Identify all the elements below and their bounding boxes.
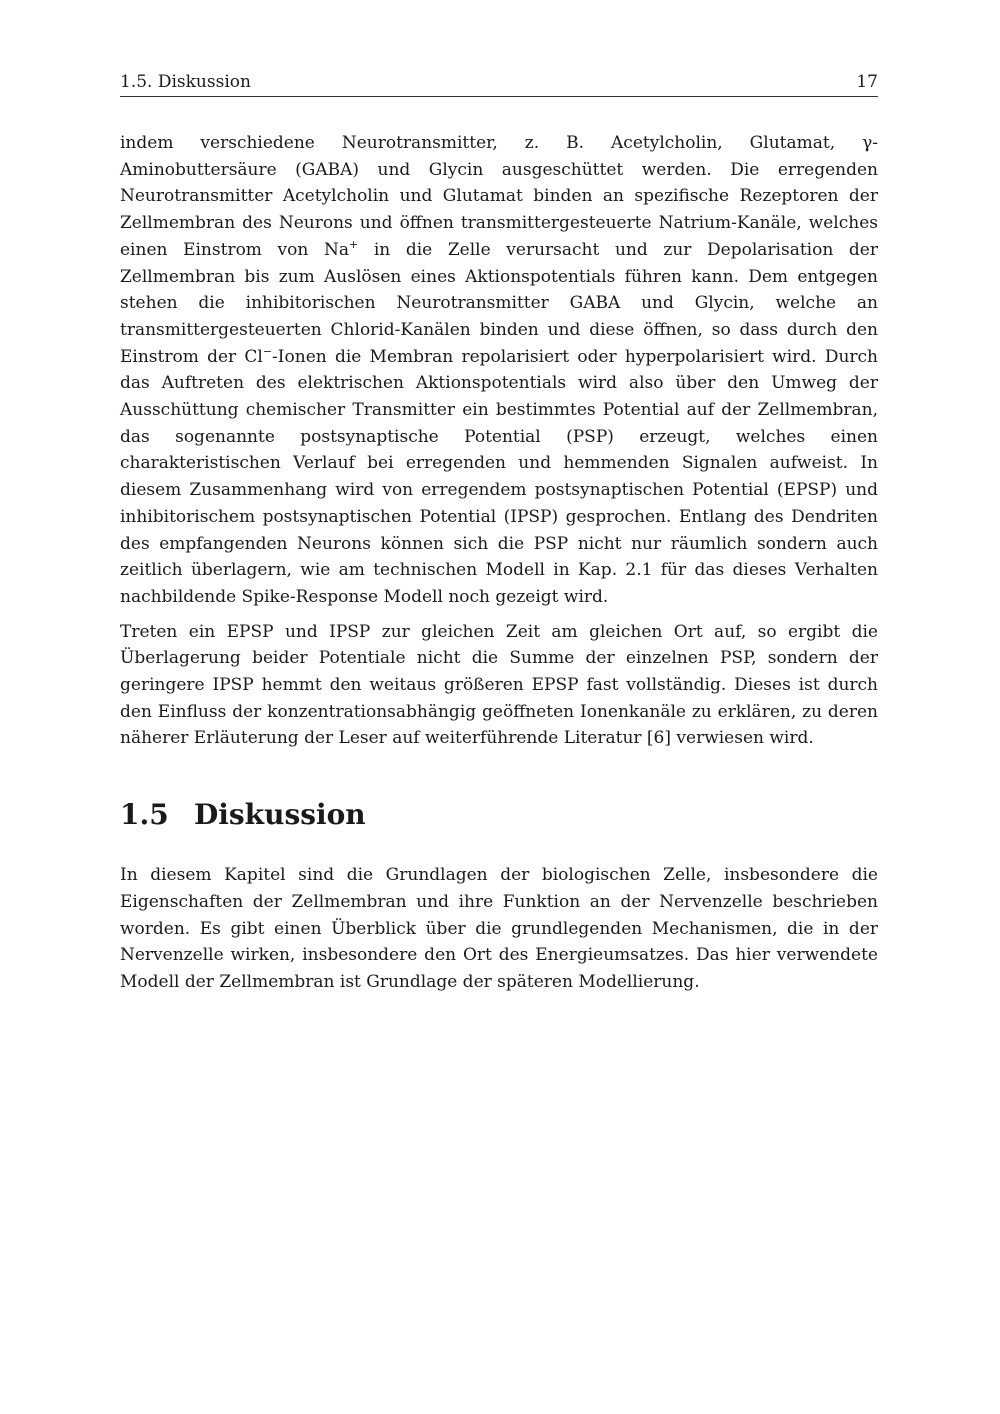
- superscript-minus: −: [262, 344, 273, 358]
- section-heading: [120, 798, 878, 832]
- running-header: [120, 70, 878, 97]
- paragraph-neurotransmitter: [120, 130, 878, 611]
- paragraph-text-part: in die Zelle verursacht und zur Depolarisation der Zellmembran bis zum Auslösen eines Aktionspotentials führen kann. Dem entgegen stehen die inhibitorischen Neurotransmitter GABA und Glycin, welche an transmittergesteuerten Chlorid-Kanälen binden und diese öffnen, so dass durch den Einstrom der Cl: [120, 239, 878, 367]
- header-section-title: 1.5. Diskussion: [120, 72, 251, 92]
- section-number: 1.5: [120, 798, 169, 832]
- page-number: 17: [856, 72, 878, 92]
- paragraph-text-part: indem verschiedene Neurotransmitter, z. B. Acetylcholin, Glutamat, γ-Aminobuttersäure (GABA) und Glycin ausgeschüttet werden. Die erregenden Neurotransmitter Acetylcholin und Glutamat binden an spezifische Rezeptoren der Zellmembran des Neurons und öffnen transmittergesteuerte Natrium-Kanäle, welches einen Einstrom von Na: [120, 133, 878, 260]
- paragraph-discussion: In diesem Kapitel sind die Grundlagen der biologischen Zelle, insbesondere die Eigenschaften der Zellmembran und ihre Funktion an der Nervenzelle beschrieben worden. Es gibt einen Überblick über die grundlegenden Mechanismen, die in der Nervenzelle wirken, insbesondere den Ort des Energieumsatzes. Das hier verwendete Modell der Zellmembran ist Grundlage der späteren Modellierung.: [120, 865, 878, 992]
- superscript-plus: +: [348, 237, 359, 251]
- paragraph-text-part: -Ionen die Membran repolarisiert oder hyperpolarisiert wird. Durch das Auftreten des elektrischen Aktionspotentials wird also über den Umweg der Ausschüttung chemischer Transmitter ein bestimmtes Potential auf der Zellmembran, das sogenannte postsynaptische Potential (PSP) erzeugt, welches einen charakteristischen Verlauf bei erregenden und hemmenden Signalen aufweist. In diesem Zusammenhang wird von erregendem postsynaptischen Potential (EPSP) und inhibitorischem postsynaptischen Potential (IPSP) gesprochen. Entlang des Dendriten des empfangenden Neurons können sich die PSP nicht nur räumlich sondern auch zeitlich überlagern, wie am technischen Modell in Kap. 2.1 für das dieses Verhalten nachbildende Spike-Response Modell noch gezeigt wird.: [120, 346, 878, 607]
- page-content: [120, 130, 878, 996]
- section-title: Diskussion: [194, 798, 366, 832]
- paragraph-epsp-ipsp: Treten ein EPSP und IPSP zur gleichen Zeit am gleichen Ort auf, so ergibt die Überlagerung beider Potentiale nicht die Summe der einzelnen PSP, sondern der geringere IPSP hemmt den weitaus größeren EPSP fast vollständig. Dieses ist durch den Einfluss der konzentrationsabhängig geöffneten Ionenkanäle zu erklären, zu deren näherer Erläuterung der Leser auf weiterführende Literatur [6] verwiesen wird.: [120, 621, 878, 749]
